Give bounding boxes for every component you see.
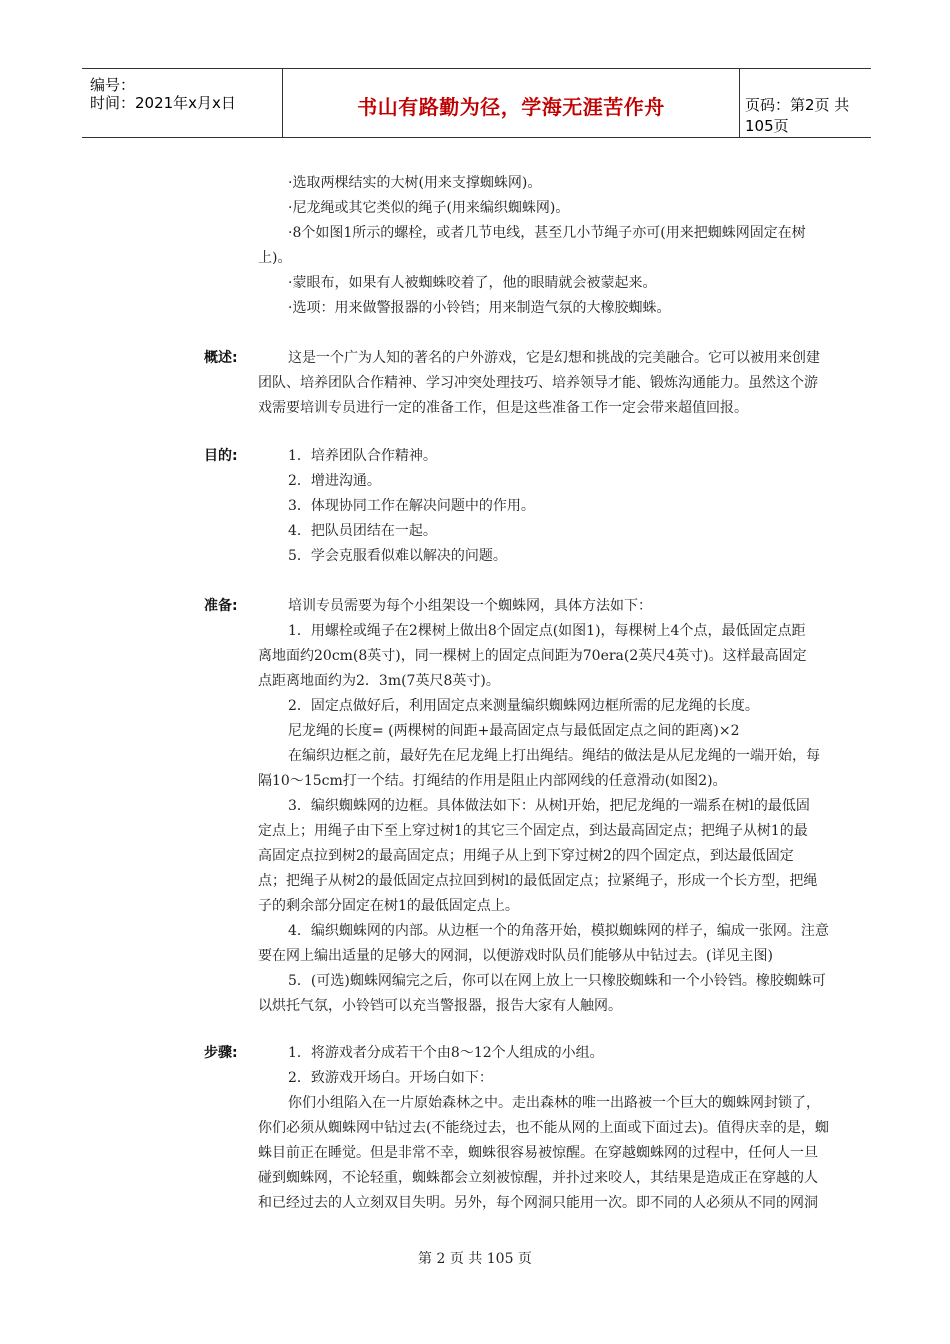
preparation-line: 尼龙绳的长度= (两棵树的间距+最高固定点与最低固定点之间的距离)×2 [288, 723, 740, 739]
material-item: 上)。 [258, 250, 292, 266]
preparation-line: 4．编织蜘蛛网的内部。从边框一个的角落开始，模拟蜘蛛网的样子，编成一张网。注意 [288, 923, 829, 939]
code-label: 编号： [90, 76, 136, 94]
date-label: 时间：2021年x月x日 [90, 94, 236, 112]
material-item: ·尼龙绳或其它类似的绳子(用来编织蜘蛛网)。 [288, 200, 570, 216]
preparation-line: 离地面约20cm(8英寸)，同一棵树上的固定点间距为70era(2英尺4英寸)。这样最高固定 [258, 648, 807, 664]
preparation-line: 定点上；用绳子由下至上穿过树1的其它三个固定点，到达最高固定点；把绳子从树1的最 [258, 823, 808, 839]
header-center-cell [282, 69, 740, 137]
preparation-line: 子的剩余部分固定在树1的最低固定点上。 [258, 898, 519, 914]
preparation-line: 在编织边框之前，最好先在尼龙绳上打出绳结。绳结的做法是从尼龙绳的一端开始，每 [288, 748, 820, 764]
preparation-line: 高固定点拉到树2的最高固定点；用绳子从上到下穿过树2的四个固定点，到达最低固定 [258, 848, 794, 864]
preparation-line: 培训专员需要为每个小组架设一个蜘蛛网，具体方法如下： [288, 598, 652, 614]
motto: 书山有路勤为径，学海无涯苦作舟 [357, 95, 665, 119]
header-right-cell [739, 69, 871, 137]
purpose-item: 3．体现协同工作在解决问题中的作用。 [288, 498, 535, 514]
document-header [82, 68, 871, 138]
steps-line: 碰到蜘蛛网，不论轻重，蜘蛛都会立刻被惊醒，并扑过来咬人，其结果是造成正在穿越的人 [258, 1170, 818, 1186]
purpose-label: 目的: [204, 448, 238, 464]
steps-line: 2．致游戏开场白。开场白如下： [288, 1070, 493, 1086]
header-left-cell [82, 69, 282, 137]
purpose-item: 2．增进沟通。 [288, 473, 381, 489]
purpose-item: 5．学会克服看似难以解决的问题。 [288, 548, 507, 564]
material-item: ·选项：用来做警报器的小铃铛；用来制造气氛的大橡胶蜘蛛。 [288, 300, 671, 316]
steps-label: 步骤: [204, 1045, 238, 1061]
overview-label: 概述: [204, 350, 238, 366]
material-item: ·蒙眼布，如果有人被蜘蛛咬着了，他的眼睛就会被蒙起来。 [288, 275, 657, 291]
preparation-line: 点距离地面约为2．3m(7英尺8英寸)。 [258, 673, 500, 689]
preparation-line: 要在网上编出适量的足够大的网洞，以便游戏时队员们能够从中钻过去。(详见主图) [258, 948, 773, 964]
overview-line: 这是一个广为人知的著名的户外游戏，它是幻想和挑战的完美融合。它可以被用来创建 [288, 350, 820, 366]
overview-line: 团队、培养团队合作精神、学习冲突处理技巧、培养领导才能、锻炼沟通能力。虽然这个游 [258, 375, 818, 391]
preparation-line: 隔10～15cm打一个结。打绳结的作用是阻止内部网线的任意滑动(如图2)。 [258, 773, 727, 789]
preparation-line: 3．编织蜘蛛网的边框。具体做法如下：从树l开始，把尼龙绳的一端系在树l的最低固 [288, 798, 810, 814]
preparation-label: 准备: [204, 598, 238, 614]
page-code: 页码：第2页 共105页 [745, 96, 850, 135]
steps-line: 你们小组陷入在一片原始森林之中。走出森林的唯一出路被一个巨大的蜘蛛网封锁了， [288, 1095, 820, 1111]
preparation-line: 以烘托气氛，小铃铛可以充当警报器，报告大家有人触网。 [258, 998, 622, 1014]
material-item: ·选取两棵结实的大树(用来支撑蜘蛛网)。 [288, 175, 542, 191]
overview-line: 戏需要培训专员进行一定的准备工作，但是这些准备工作一定会带来超值回报。 [258, 400, 748, 416]
steps-line: 和已经过去的人立刻双目失明。另外，每个网洞只能用一次。即不同的人必须从不同的网洞 [258, 1195, 818, 1211]
purpose-item: 1．培养团队合作精神。 [288, 448, 437, 464]
material-item: ·8个如图1所示的螺栓，或者几节电线，甚至几小节绳子亦可(用来把蜘蛛网固定在树 [288, 225, 806, 241]
steps-line: 你们必须从蜘蛛网中钻过去(不能绕过去，也不能从网的上面或下面过去)。值得庆幸的是，蜘 [258, 1120, 829, 1136]
page-footer: 第 2 页 共 105 页 [418, 1251, 532, 1267]
preparation-line: 1．用螺栓或绳子在2棵树上做出8个固定点(如图1)，每棵树上4个点，最低固定点距 [288, 623, 806, 639]
preparation-line: 5．(可选)蜘蛛网编完之后，你可以在网上放上一只橡胶蜘蛛和一个小铃铛。橡胶蜘蛛可 [288, 973, 826, 989]
steps-line: 1．将游戏者分成若干个由8～12个人组成的小组。 [288, 1045, 604, 1061]
preparation-line: 点；把绳子从树2的最低固定点拉回到树l的最低固定点；拉紧绳子，形成一个长方型，把绳 [258, 873, 818, 889]
purpose-item: 4．把队员团结在一起。 [288, 523, 437, 539]
steps-line: 蛛目前正在睡觉。但是非常不幸，蜘蛛很容易被惊醒。在穿越蜘蛛网的过程中，任何人一旦 [258, 1145, 818, 1161]
preparation-line: 2．固定点做好后，利用固定点来测量编织蜘蛛网边框所需的尼龙绳的长度。 [288, 698, 759, 714]
